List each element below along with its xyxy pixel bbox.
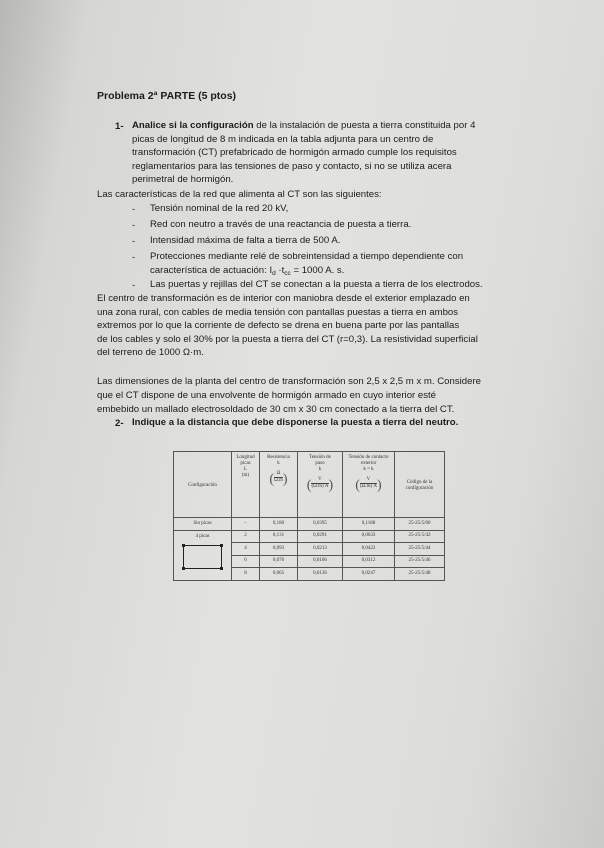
q2-number: 2-: [115, 418, 124, 429]
table-row: 6 0,076 0,0166 0,0312 25-25/5/46: [174, 555, 445, 568]
header-code: Código de la configuración: [395, 452, 445, 518]
table-row: Sin picas - 0,180 0,0395 0,1188 25-25/5/00: [174, 518, 445, 531]
square-electrode-icon: [183, 545, 222, 569]
characteristic-item: Red con neutro a través de una reactancia de puesta a tierra.: [150, 219, 412, 230]
header-step: Tensión de paso k ( $\frac{V}{(\Omega.m) A}$ ): [298, 452, 343, 518]
table-row: 4 0,093 0,0213 0,0422 25-25/5/44: [174, 543, 445, 556]
characteristic-item: Las puertas y rejillas del CT se conectan a la puesta a tierra de los electrodos.: [150, 279, 483, 290]
bullet-dash: -: [132, 252, 136, 263]
paragraph-2-line: Las dimensiones de la planta del centro de transformación son 2,5 x 2,5 m x m. Considere: [97, 376, 481, 387]
paragraph-1-line: del terreno de 1000 Ω·m.: [97, 347, 204, 358]
q1-line-2: picas de longitud de 8 m indicada en la tabla adjunta para un centro de: [132, 133, 434, 145]
characteristic-item: Protecciones mediante relé de sobreintensidad a tiempo dependiente con: [150, 251, 464, 262]
configuration-table: [173, 451, 445, 581]
bullet-dash: -: [132, 280, 136, 291]
table-row: 8 0,065 0,0136 0,0247 25-25/5/48: [174, 568, 445, 581]
grid-config-diagram: [174, 543, 232, 581]
q1-line-4: reglamentarios para las tensiones de paso y contacto, si no se utiliza acera: [132, 160, 452, 172]
paragraph-2-line: que el CT dispone de una envolvente de hormigón armado en cuyo interior esté: [97, 390, 437, 401]
q1-line-3: transformación (CT) prefabricado de hormigón armado cumple los requisitos: [132, 147, 457, 158]
q1-bold: Analice si la configuración: [132, 120, 254, 131]
paragraph-1-line: una zona rural, con cables de media tensión con pantallas puestas a tierra en ambos: [97, 306, 459, 318]
table-header-row: [174, 452, 445, 518]
q1-line-5: perimetral de hormigón.: [132, 174, 234, 185]
q2-text: Indique a la distancia que debe disponerse la puesta a tierra del neutro.: [132, 417, 459, 428]
paragraph-2-line: embebido un mallado electrosoldado de 30 cm x 30 cm conectado a la tierra del CT.: [97, 403, 455, 415]
paragraph-1-line: de los cables y solo el 30% por la puesta a tierra del CT (r=0,3). La resistividad superficial: [97, 333, 478, 345]
q1-line-1: [132, 119, 475, 132]
characteristic-item: Intensidad máxima de falta a tierra de 500 A.: [150, 235, 341, 246]
header-contact: Tensión de contacto exterior k = k ( $\frac{V}{(\Omega.m) A}$ ): [343, 452, 395, 518]
bullet-dash: -: [132, 236, 136, 247]
header-length: Longitud picas L (m): [232, 452, 260, 518]
characteristics-intro: Las características de la red que alimenta al CT son las siguientes:: [97, 189, 382, 200]
characteristic-item: Tensión nominal de la red 20 kV,: [150, 203, 289, 214]
header-config: Configuración: [174, 452, 232, 518]
bullet-dash: -: [132, 220, 136, 231]
paragraph-1-line: El centro de transformación es de interior con maniobra desde el exterior emplazado en: [97, 293, 470, 304]
table-row: 4 picas 2 0,131 0,0291 0,0633 25-25/5/42: [174, 530, 445, 543]
characteristic-formula: característica de actuación: $I_d \cdot t_{cc} = 1000$ A. s.: [150, 264, 345, 277]
q1-number: 1-: [115, 121, 124, 132]
header-resist: Resistencia k ( $\frac{\Omega}{\Omega.m}$ ): [260, 452, 298, 518]
paragraph-1-line: extremos por lo que la corriente de defecto se drena en buena parte por las pantallas: [97, 320, 460, 331]
q1-line-1-text: de la instalación de puesta a tierra constituida por 4: [253, 120, 476, 131]
bullet-dash: -: [132, 204, 136, 215]
page-title: Problema 2ª PARTE (5 ptos): [97, 90, 237, 102]
